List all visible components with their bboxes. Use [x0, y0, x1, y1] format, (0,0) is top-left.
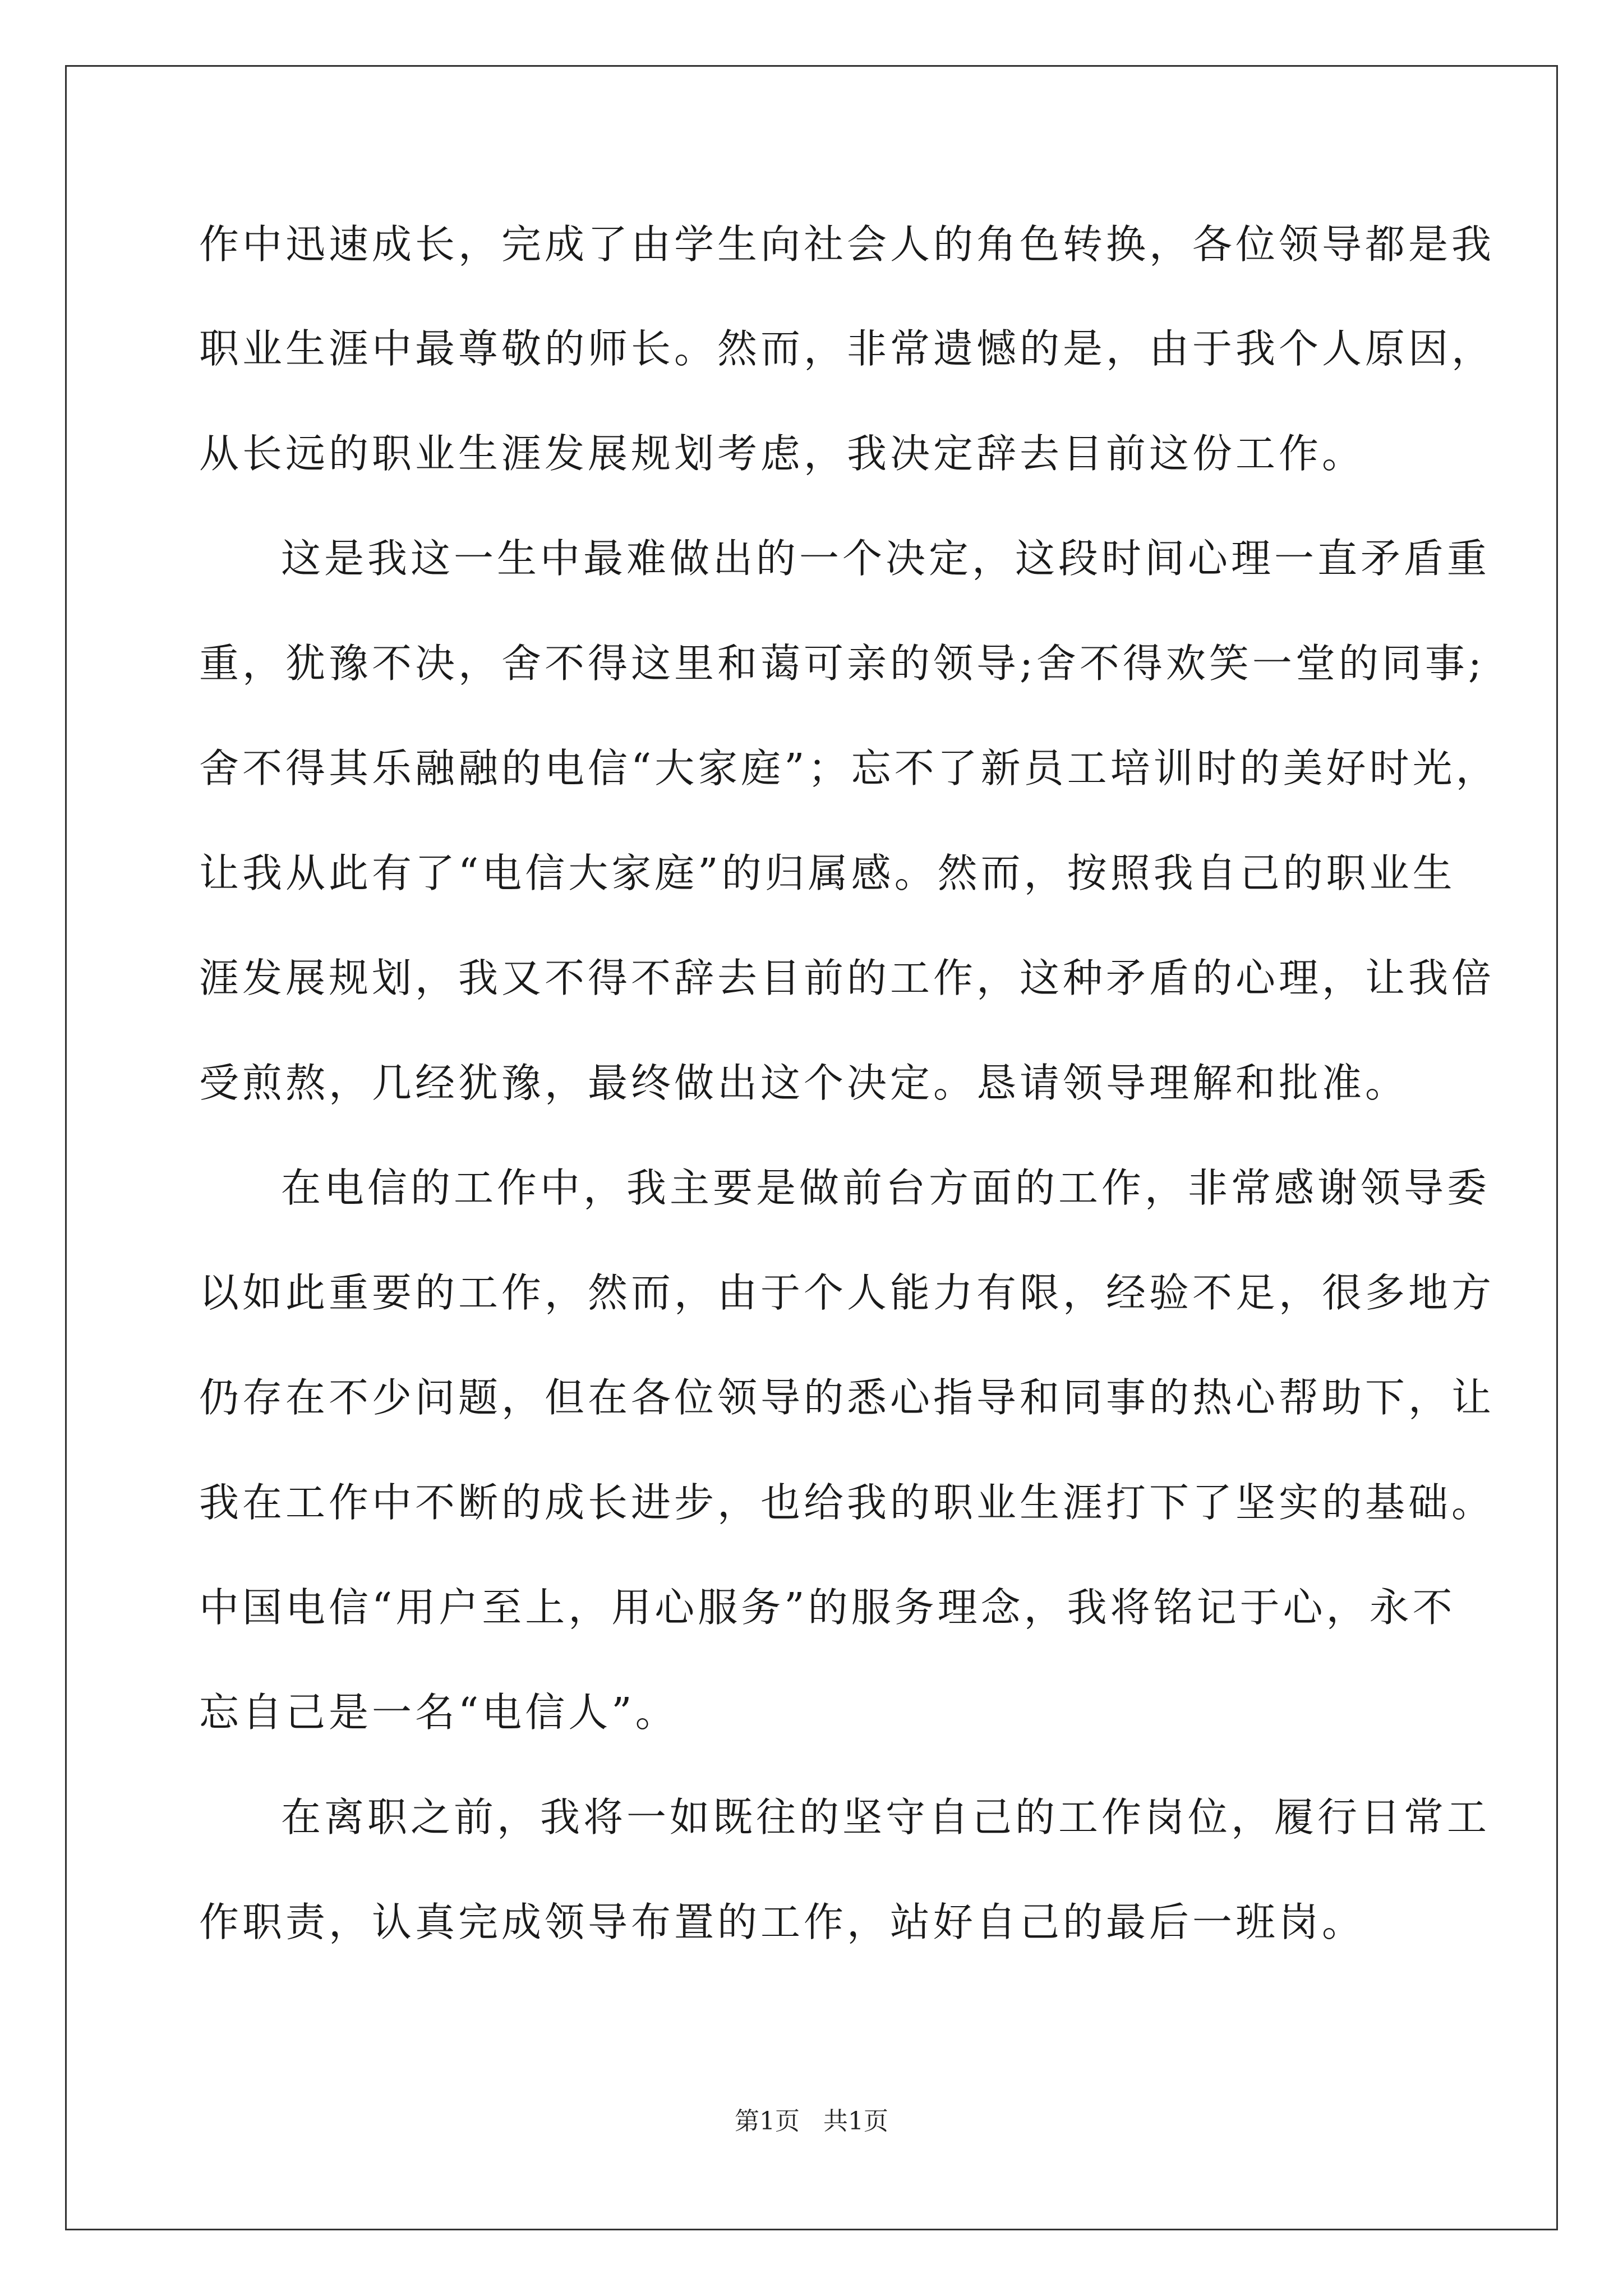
text-line: 仍存在不少问题，但在各位领导的悉心指导和同事的热心帮助下，让: [199, 1374, 1495, 1421]
text-line: 中国电信“用户至上，用心服务”的服务理念，我将铭记于心，永不: [199, 1584, 1456, 1631]
text-line: 我在工作中不断的成长进步，也给我的职业生涯打下了坚实的基础。: [199, 1479, 1495, 1526]
text-line: 职业生涯中最尊敬的师长。然而，非常遗憾的是，由于我个人原因，: [199, 325, 1495, 372]
text-line: 以如此重要的工作，然而，由于个人能力有限，经验不足，很多地方: [199, 1269, 1495, 1316]
text-line: 从长远的职业生涯发展规划考虑，我决定辞去目前这份工作。: [199, 430, 1366, 477]
paragraph-first-line: 在电信的工作中，我主要是做前台方面的工作，非常感谢领导委: [281, 1165, 1491, 1211]
text-line: 作职责，认真完成领导布置的工作，站好自己的最后一班岗。: [199, 1899, 1366, 1945]
text-line: 让我从此有了“电信大家庭”的归属感。然而，按照我自己的职业生: [199, 850, 1456, 896]
text-line: 重，犹豫不决，舍不得这里和蔼可亲的领导;舍不得欢笑一堂的同事;: [199, 640, 1485, 687]
text-line: 忘自己是一名“电信人”。: [199, 1689, 679, 1736]
text-line: 舍不得其乐融融的电信“大家庭”；忘不了新员工培训时的美好时光，: [199, 745, 1499, 792]
text-line: 受煎熬，几经犹豫，最终做出这个决定。恳请领导理解和批准。: [199, 1060, 1409, 1106]
text-line: 作中迅速成长，完成了由学生向社会人的角色转换，各位领导都是我: [199, 221, 1495, 268]
page-footer: 第1页 共1页: [735, 2107, 888, 2136]
paragraph-first-line: 在离职之前，我将一如既往的坚守自己的工作岗位，履行日常工: [281, 1794, 1491, 1841]
paragraph-first-line: 这是我这一生中最难做出的一个决定，这段时间心理一直矛盾重: [281, 535, 1491, 582]
text-line: 涯发展规划，我又不得不辞去目前的工作，这种矛盾的心理，让我倍: [199, 955, 1495, 1001]
